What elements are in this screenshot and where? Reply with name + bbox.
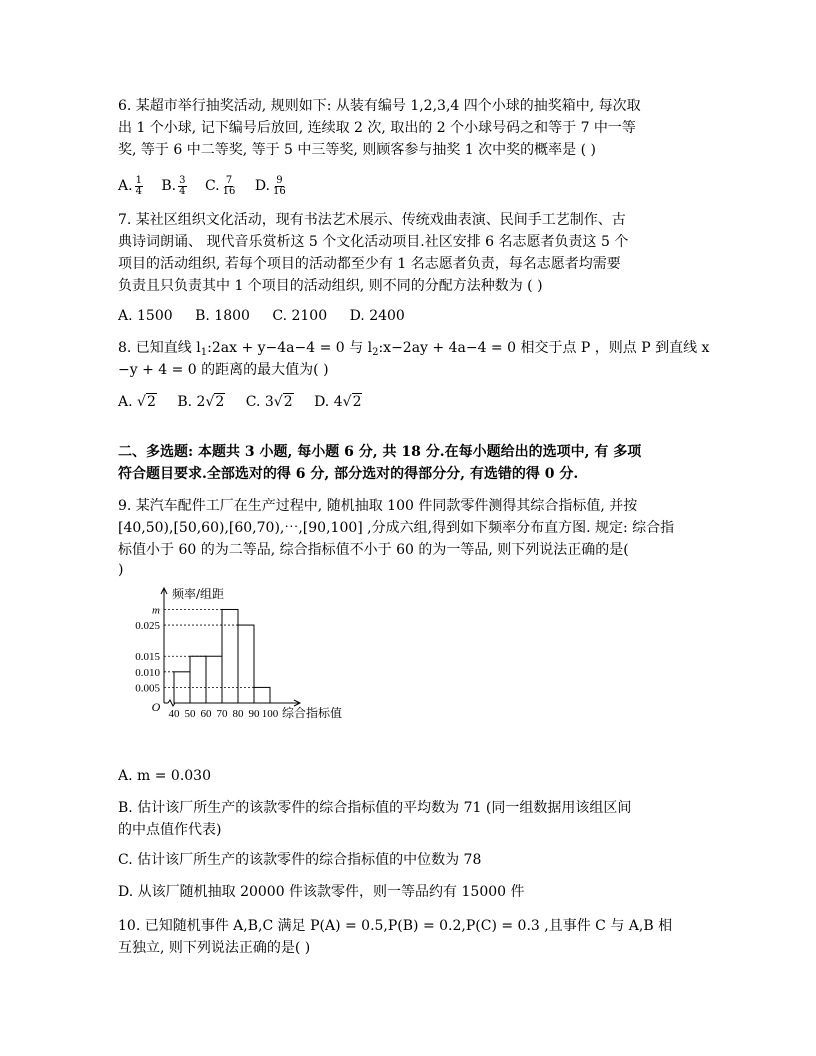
q9-line-2: [40,50),[50,60),[60,70),⋯,[90,100] ,分成六组,得到如下频率分布直方图. 规定: 综合指 [118, 520, 675, 536]
q8-option-c: C. 3√2 [246, 390, 294, 414]
histogram-labels [135, 586, 342, 720]
q9-option-c: C. 估计该厂所生产的该款零件的综合指标值的中位数为 78 [118, 852, 482, 868]
fraction: $\frac{9}{16}$ [273, 174, 286, 197]
q8-line-1: 8. 已知直线 $l_1:2ax + y-4a-4 = 0$ 与 $l_2:x-2ay + 4a-4 = 0$ 相交于点 P ，则点 P 到直线 x [118, 340, 710, 358]
q9-option-d: D. 从该厂随机抽取 20000 件该款零件，则一等品约有 15000 件 [118, 884, 525, 900]
x-tick-label: 60 [200, 708, 212, 720]
y-axis-label: 频率/组距 [172, 587, 225, 601]
q7-line-3: 项目的活动组织, 若每个项目的活动都至少有 1 名志愿者负责，每名志愿者均需要 [118, 256, 621, 272]
sqrt-symbol: √2 [137, 394, 156, 410]
y-tick-label: m [152, 604, 160, 617]
y-tick-label: 0.010 [135, 666, 160, 679]
fraction: $\frac{3}{4}$ [179, 174, 186, 197]
q8-options [118, 390, 374, 414]
x-tick-label: 70 [216, 708, 228, 720]
x-tick-label: 80 [232, 708, 244, 720]
q6-option-d: D. $\frac{9}{16}$ [254, 174, 286, 197]
histogram-bar [222, 609, 238, 703]
q9-line-1: 9. 某汽车配件工厂在生产过程中, 随机抽取 100 件同款零件测得其综合指标值, 并按 [118, 498, 638, 514]
q6-options [118, 172, 301, 200]
q10-line-2: 互独立, 则下列说法正确的是( ) [118, 940, 311, 956]
q6-option-a: A. $\frac{1}{4}$ [118, 174, 142, 197]
q6-line-2: 出 1 个小球, 记下编号后放回, 连续取 2 次, 取出的 2 个小球号码之和等于 7 中一等 [118, 120, 636, 136]
histogram-bar [254, 687, 270, 703]
q6-line-1: 6. 某超市举行抽奖活动, 规则如下: 从装有编号 1,2,3,4 四个小球的抽奖箱中, 每次取 [118, 98, 641, 114]
fraction: $\frac{1}{4}$ [135, 174, 142, 197]
y-tick-label: 0.005 [135, 682, 160, 695]
q9-option-b-line-1: B. 估计该厂所生产的该款零件的综合指标值的平均数为 71 (同一组数据用该组区间 [118, 800, 632, 816]
q6-line-3: 奖, 等于 6 中二等奖, 等于 5 中三等奖, 则顾客参与抽奖 1 次中奖的概率是 ( ) [118, 142, 596, 158]
q9-line-3: 标值小于 60 的为二等品, 综合指标值不小于 60 的为一等品, 则下列说法正确的是( [118, 542, 629, 558]
histogram-bars [164, 609, 270, 703]
histogram-bar [190, 656, 206, 703]
q9-line-4: ) [118, 562, 124, 578]
histogram-axes [161, 588, 300, 706]
section2-line-1: 二、多选题: 本题共 3 小题, 每小题 6 分, 共 18 分.在每小题给出的选项中, 有 多项 [118, 444, 642, 460]
frequency-histogram [118, 585, 368, 725]
q8-option-a: A. √2 [118, 390, 157, 414]
q7-option-c: C. 2100 [272, 308, 328, 324]
q8-line-2: −y + 4 = 0 的距离的最大值为( ) [118, 362, 329, 378]
q9-option-a: A. m = 0.030 [118, 768, 211, 784]
sqrt-symbol: √2 [273, 394, 293, 410]
q7-option-d: D. 2400 [349, 308, 405, 324]
histogram-bar [238, 625, 254, 703]
x-tick-label: 100 [261, 708, 279, 720]
q7-options [118, 306, 417, 326]
q7-line-1: 7. 某社区组织文化活动，现有书法艺术展示、传统戏曲表演、民间手工艺制作、古 [118, 212, 626, 228]
histogram-bar [206, 656, 222, 703]
q8-option-b: B. 2√2 [177, 390, 225, 414]
section2-line-2: 符合题目要求.全部选对的得 6 分, 部分选对的得部分分, 有选错的得 0 分. [118, 466, 579, 482]
fraction: $\frac{7}{16}$ [222, 174, 236, 197]
q6-option-c: C. $\frac{7}{16}$ [204, 174, 236, 197]
q10-line-1: 10. 已知随机事件 A,B,C 满足 P(A) = 0.5,P(B) = 0.2,P(C) = 0.3 ,且事件 C 与 A,B 相 [118, 918, 673, 934]
q9-option-b-line-2: 的中点值作代表) [118, 822, 222, 838]
x-tick-label: 90 [248, 708, 260, 720]
y-tick-label: 0.025 [135, 620, 160, 633]
x-tick-label: 40 [168, 708, 180, 720]
q6-option-b: B. $\frac{3}{4}$ [161, 174, 186, 197]
sqrt-symbol: √2 [205, 394, 225, 410]
q7-line-4: 负责且只负责其中 1 个项目的活动组织, 则不同的分配方法种数为 ( ) [118, 278, 543, 294]
q7-option-a: A. 1500 [118, 308, 173, 324]
q7-line-2: 典诗词朗诵、 现代音乐赏析这 5 个文化活动项目.社区安排 6 名志愿者负责这 5 个 [118, 234, 629, 250]
origin-label: O [151, 700, 161, 714]
q7-option-b: B. 1800 [195, 308, 250, 324]
x-tick-label: 50 [184, 708, 196, 720]
q8-option-d: D. 4√2 [314, 390, 362, 414]
x-axis-label: 综合指标值 [282, 706, 343, 720]
y-tick-label: 0.015 [135, 651, 160, 664]
sqrt-symbol: √2 [342, 394, 362, 410]
